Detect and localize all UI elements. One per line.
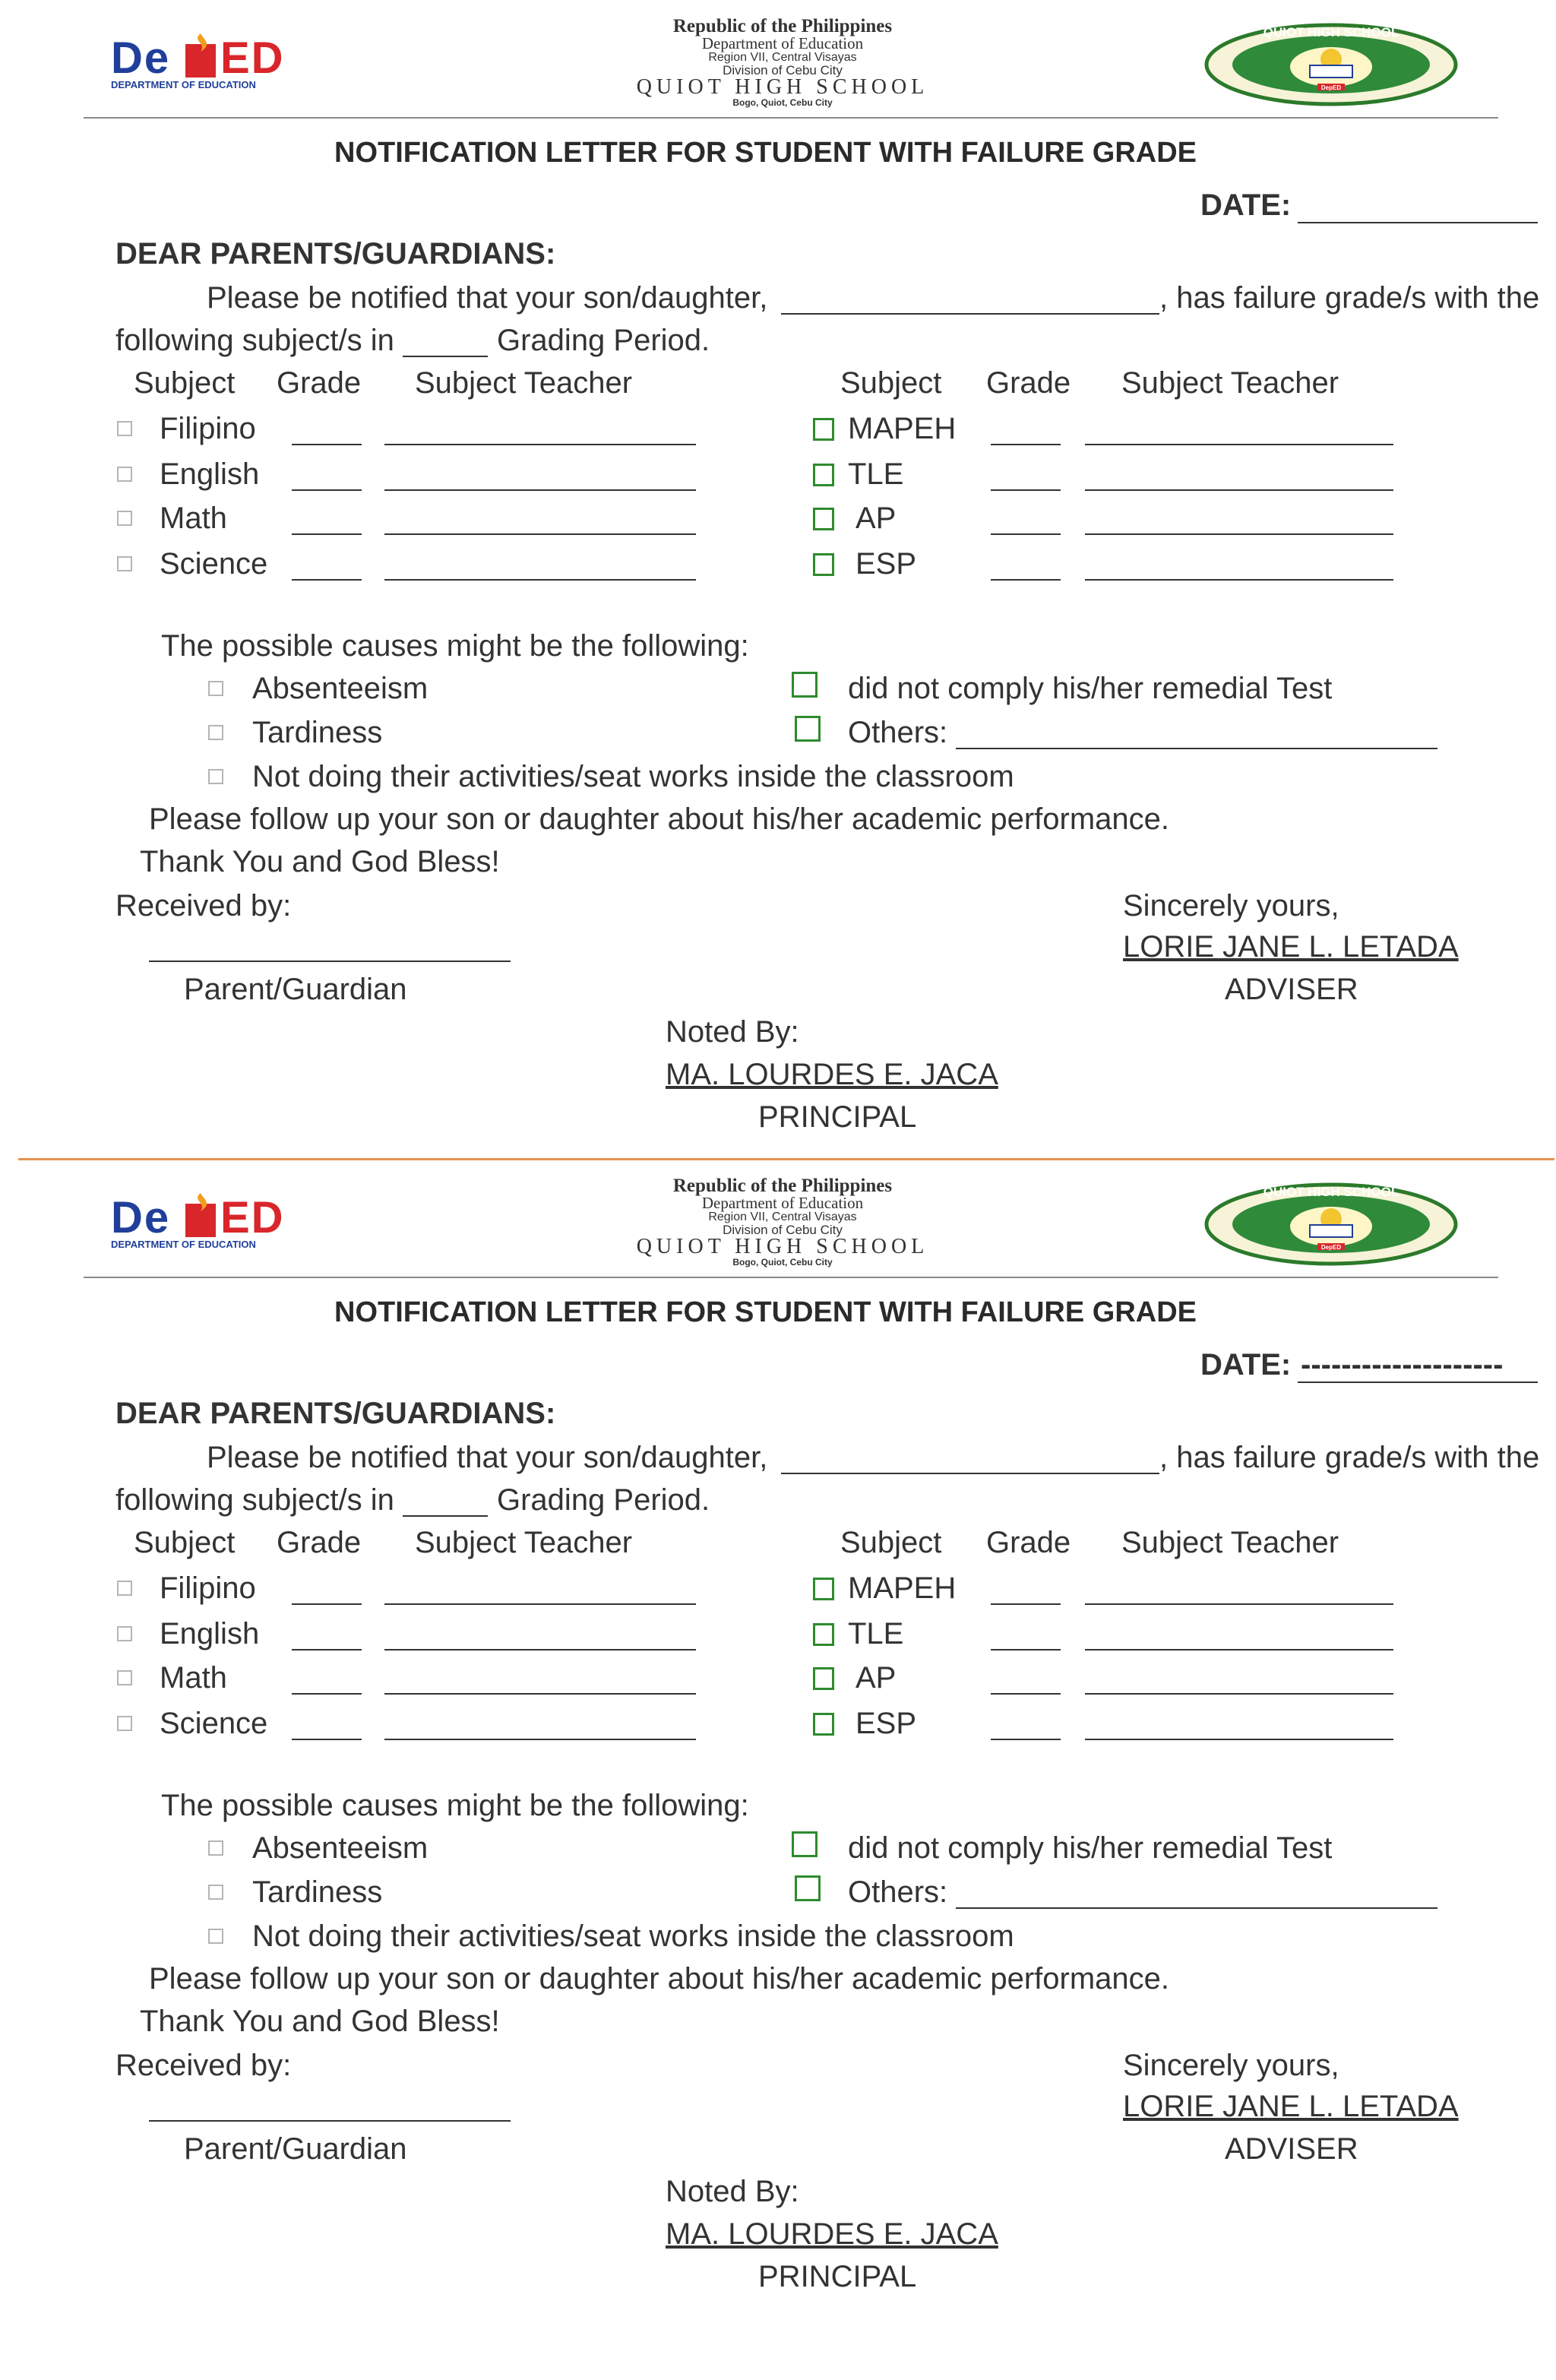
cause-others: Others: — [848, 716, 948, 749]
letter-title: NOTIFICATION LETTER FOR STUDENT WITH FAILURE GRADE — [334, 137, 1197, 169]
body-line-2-end: Grading Period. — [497, 324, 710, 357]
grade-line[interactable] — [991, 533, 1061, 535]
book-icon — [1310, 1225, 1352, 1237]
body-line-2: following subject/s in — [115, 1483, 394, 1517]
teacher-line[interactable] — [1085, 579, 1393, 581]
grade-line[interactable] — [292, 579, 362, 581]
grade-line[interactable] — [292, 1693, 362, 1695]
activities-checkbox[interactable] — [208, 1929, 223, 1944]
subject-name: AP — [855, 502, 897, 535]
adviser-title: ADVISER — [1225, 973, 1358, 1006]
header-divider — [84, 1277, 1498, 1278]
grade-line[interactable] — [991, 1649, 1061, 1650]
subject-checkbox[interactable] — [813, 1578, 834, 1600]
cause-tardiness: Tardiness — [252, 1875, 383, 1909]
subject-checkbox[interactable] — [813, 464, 834, 486]
student-name-line[interactable] — [781, 313, 1159, 315]
parent-guardian-label: Parent/Guardian — [184, 973, 407, 1006]
body-line-1-end: , has failure grade/s with the — [1159, 281, 1540, 315]
seal-badge: DepED — [1320, 1244, 1342, 1251]
cause-tardiness: Tardiness — [252, 716, 383, 749]
teacher-line[interactable] — [1085, 489, 1393, 491]
col-grade-left: Grade — [277, 366, 362, 400]
date-label: DATE: — [1200, 188, 1292, 222]
notification-letter — [0, 0, 1556, 1155]
subject-checkbox[interactable] — [117, 1716, 132, 1731]
cause-others: Others: — [848, 1875, 948, 1909]
subject-checkbox[interactable] — [117, 421, 132, 436]
subject-checkbox[interactable] — [813, 418, 834, 441]
subject-checkbox[interactable] — [117, 467, 132, 482]
school-seal-logo — [1203, 23, 1459, 106]
thank-you-text: Thank You and God Bless! — [140, 845, 500, 878]
col-subject-left: Subject — [134, 366, 236, 400]
school-seal-logo — [1203, 1182, 1459, 1266]
causes-intro: The possible causes might be the following: — [161, 1789, 749, 1822]
teacher-line[interactable] — [1085, 533, 1393, 535]
adviser-name: LORIE JANE L. LETADA — [1123, 930, 1459, 964]
school-header — [532, 1176, 1033, 1267]
subject-checkbox[interactable] — [117, 1626, 132, 1641]
body-line-1-end: , has failure grade/s with the — [1159, 1441, 1540, 1474]
remedial-checkbox[interactable] — [792, 1831, 818, 1857]
division-line: Division of Cebu City — [723, 63, 843, 78]
subject-name: English — [160, 1617, 260, 1650]
teacher-line[interactable] — [384, 533, 696, 535]
col-teacher-right: Subject Teacher — [1121, 1526, 1339, 1559]
principal-title: PRINCIPAL — [758, 1100, 917, 1134]
col-grade-right: Grade — [986, 366, 1071, 400]
date-label: DATE: — [1200, 1348, 1292, 1381]
absenteeism-checkbox[interactable] — [208, 681, 223, 696]
follow-up-text: Please follow up your son or daughter about his/her academic performance. — [149, 802, 1169, 836]
body-line-2-end: Grading Period. — [497, 1483, 710, 1517]
grade-line[interactable] — [292, 444, 362, 445]
subject-checkbox[interactable] — [117, 556, 132, 571]
body-line-1: Please be notified that your son/daughter, — [207, 281, 768, 315]
remedial-checkbox[interactable] — [792, 672, 818, 698]
deped-logo — [106, 1193, 425, 1251]
svg-text:De: De — [111, 33, 171, 83]
grade-line[interactable] — [292, 1739, 362, 1740]
grade-line[interactable] — [991, 1739, 1061, 1740]
teacher-line[interactable] — [384, 1603, 696, 1605]
seal-text: QUIOT HIGH SCHOOL — [1263, 25, 1399, 40]
address-line: Bogo, Quiot, Cebu City — [732, 97, 833, 108]
address-line: Bogo, Quiot, Cebu City — [732, 1257, 833, 1268]
thank-you-text: Thank You and God Bless! — [140, 2005, 500, 2038]
others-checkbox[interactable] — [795, 716, 821, 742]
subject-checkbox[interactable] — [813, 553, 834, 576]
subject-checkbox[interactable] — [117, 511, 132, 526]
subject-name: Science — [160, 1707, 268, 1740]
cause-absenteeism: Absenteeism — [252, 672, 429, 705]
date-line — [1298, 1381, 1538, 1383]
subject-name: Filipino — [160, 1571, 256, 1605]
letter-title: NOTIFICATION LETTER FOR STUDENT WITH FAILURE GRADE — [334, 1296, 1197, 1328]
svg-text:De: De — [111, 1193, 171, 1242]
region-line: Region VII, Central Visayas — [708, 51, 857, 64]
cause-activities: Not doing their activities/seat works inside the classroom — [252, 1920, 1014, 1953]
teacher-line[interactable] — [384, 1739, 696, 1740]
col-teacher-left: Subject Teacher — [415, 1526, 633, 1559]
notification-letter — [0, 1160, 1556, 2315]
salutation: DEAR PARENTS/GUARDIANS: — [115, 237, 556, 271]
teacher-line[interactable] — [384, 1693, 696, 1695]
teacher-line[interactable] — [384, 444, 696, 445]
subject-name: MAPEH — [848, 1571, 957, 1605]
tardiness-checkbox[interactable] — [208, 725, 223, 740]
subject-name: Science — [160, 547, 268, 581]
received-by-label: Received by: — [115, 889, 292, 923]
subject-name: TLE — [848, 1617, 904, 1650]
subject-checkbox[interactable] — [813, 508, 834, 530]
parent-guardian-label: Parent/Guardian — [184, 2132, 407, 2166]
body-line-1: Please be notified that your son/daughter, — [207, 1441, 768, 1474]
causes-intro: The possible causes might be the following: — [161, 629, 749, 663]
col-subject-right: Subject — [840, 366, 942, 400]
teacher-line[interactable] — [1085, 1693, 1393, 1695]
subject-name: TLE — [848, 457, 904, 491]
received-by-label: Received by: — [115, 2049, 292, 2082]
sincerely-text: Sincerely yours, — [1123, 889, 1339, 923]
col-subject-right: Subject — [840, 1526, 942, 1559]
seal-badge: DepED — [1320, 84, 1342, 91]
student-name-line[interactable] — [781, 1473, 1159, 1474]
activities-checkbox[interactable] — [208, 769, 223, 784]
principal-name: MA. LOURDES E. JACA — [666, 1058, 998, 1091]
col-teacher-right: Subject Teacher — [1121, 366, 1339, 400]
subject-name: ESP — [855, 1707, 917, 1740]
seal-text: QUIOT HIGH SCHOOL — [1263, 1185, 1399, 1199]
absenteeism-checkbox[interactable] — [208, 1840, 223, 1856]
deped-logo-subtext: DEPARTMENT OF EDUCATION — [111, 1239, 256, 1250]
teacher-line[interactable] — [1085, 1649, 1393, 1650]
cause-remedial: did not comply his/her remedial Test — [848, 672, 1333, 705]
col-teacher-left: Subject Teacher — [415, 366, 633, 400]
department-line: Department of Education — [701, 34, 864, 52]
grading-period-line[interactable] — [403, 356, 488, 357]
school-header — [532, 17, 1033, 107]
grade-line[interactable] — [991, 1603, 1061, 1605]
others-checkbox[interactable] — [795, 1875, 821, 1901]
grade-line[interactable] — [292, 489, 362, 491]
teacher-line[interactable] — [1085, 1739, 1393, 1740]
subject-name: ESP — [855, 547, 917, 581]
header-divider — [84, 117, 1498, 119]
noted-by-label: Noted By: — [666, 1015, 799, 1049]
body-line-2: following subject/s in — [115, 324, 394, 357]
tardiness-checkbox[interactable] — [208, 1885, 223, 1900]
republic-line: Republic of the Philippines — [672, 1176, 893, 1196]
letter-bottom — [0, 1160, 1556, 2315]
subject-name: Math — [160, 502, 227, 535]
subject-checkbox[interactable] — [117, 1581, 132, 1596]
adviser-name: LORIE JANE L. LETADA — [1123, 2090, 1459, 2123]
subject-checkbox[interactable] — [117, 1670, 132, 1685]
grade-line[interactable] — [991, 1693, 1061, 1695]
principal-title: PRINCIPAL — [758, 2260, 917, 2293]
cause-absenteeism: Absenteeism — [252, 1831, 429, 1865]
teacher-line[interactable] — [1085, 1603, 1393, 1605]
subject-name: Math — [160, 1661, 227, 1695]
sincerely-text: Sincerely yours, — [1123, 2049, 1339, 2082]
salutation: DEAR PARENTS/GUARDIANS: — [115, 1397, 556, 1430]
grade-line[interactable] — [292, 533, 362, 535]
noted-by-label: Noted By: — [666, 2175, 799, 2208]
teacher-line[interactable] — [384, 579, 696, 581]
division-line: Division of Cebu City — [723, 1223, 843, 1237]
book-icon — [1310, 65, 1352, 78]
region-line: Region VII, Central Visayas — [708, 1211, 857, 1223]
deped-logo-subtext: DEPARTMENT OF EDUCATION — [111, 79, 256, 90]
grading-period-line[interactable] — [403, 1515, 488, 1517]
col-subject-left: Subject — [134, 1526, 236, 1559]
grade-line[interactable] — [991, 444, 1061, 445]
parent-signature-line[interactable] — [149, 2120, 511, 2122]
others-line[interactable] — [956, 748, 1437, 749]
subject-name: MAPEH — [848, 412, 957, 445]
teacher-line[interactable] — [384, 1649, 696, 1650]
subject-name: Filipino — [160, 412, 256, 445]
republic-line: Republic of the Philippines — [672, 16, 893, 36]
col-grade-left: Grade — [277, 1526, 362, 1559]
grade-line[interactable] — [292, 1603, 362, 1605]
date-field[interactable]: -------------------- — [1301, 1348, 1504, 1381]
others-line[interactable] — [956, 1907, 1437, 1909]
grade-line[interactable] — [991, 489, 1061, 491]
letter-top — [0, 0, 1556, 1155]
school-name-line: QUIOT HIGH SCHOOL — [636, 1235, 929, 1258]
subject-checkbox[interactable] — [813, 1623, 834, 1646]
deped-logo — [106, 33, 425, 91]
teacher-line[interactable] — [1085, 444, 1393, 445]
cause-activities: Not doing their activities/seat works inside the classroom — [252, 760, 1014, 793]
parent-signature-line[interactable] — [149, 961, 511, 962]
grade-line[interactable] — [292, 1649, 362, 1650]
adviser-title: ADVISER — [1225, 2132, 1358, 2166]
cause-remedial: did not comply his/her remedial Test — [848, 1831, 1333, 1865]
principal-name: MA. LOURDES E. JACA — [666, 2217, 998, 2251]
subject-checkbox[interactable] — [813, 1713, 834, 1736]
school-name-line: QUIOT HIGH SCHOOL — [636, 75, 929, 99]
svg-text:ED: ED — [220, 33, 285, 83]
department-line: Department of Education — [701, 1194, 864, 1212]
col-grade-right: Grade — [986, 1526, 1071, 1559]
follow-up-text: Please follow up your son or daughter about his/her academic performance. — [149, 1962, 1169, 1995]
teacher-line[interactable] — [384, 489, 696, 491]
svg-text:ED: ED — [220, 1193, 285, 1242]
subject-name: AP — [855, 1661, 897, 1695]
date-line — [1298, 222, 1538, 223]
subject-name: English — [160, 457, 260, 491]
grade-line[interactable] — [991, 579, 1061, 581]
subject-checkbox[interactable] — [813, 1667, 834, 1690]
